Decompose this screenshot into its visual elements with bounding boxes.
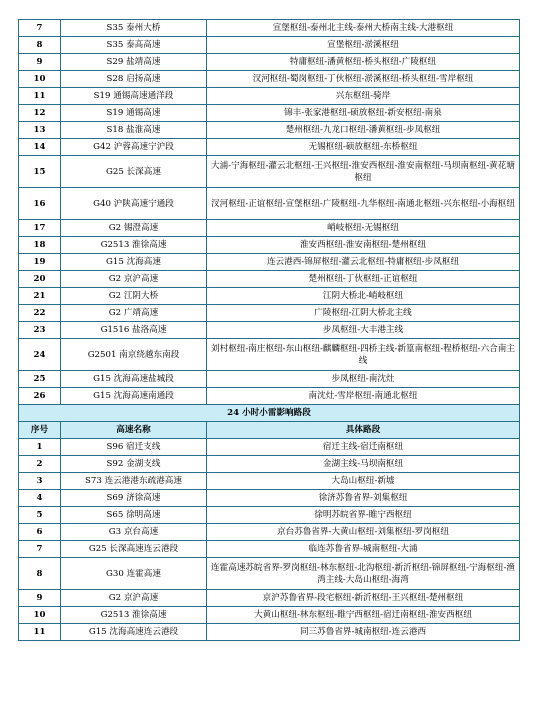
route-detail: 京沪苏鲁省界-段宅枢纽-新沂枢纽-王兴枢纽-楚州枢纽 <box>207 590 520 607</box>
route-detail: 徐济苏鲁省界-刘集枢纽 <box>207 490 520 507</box>
table-row <box>19 271 520 288</box>
table-row <box>19 122 520 139</box>
table-row <box>19 105 520 122</box>
highway-name: S92 金湖支线 <box>61 456 207 473</box>
row-number: 12 <box>19 105 61 122</box>
table-row <box>19 339 520 371</box>
table-row <box>19 288 520 305</box>
row-number: 18 <box>19 237 61 254</box>
route-detail: 楚州枢纽-九龙口枢纽-潘黄枢纽-步凤枢纽 <box>207 122 520 139</box>
table-row <box>19 456 520 473</box>
table-row <box>19 139 520 156</box>
route-detail: 步凤枢纽-南沈灶 <box>207 371 520 388</box>
header-num: 序号 <box>19 422 61 439</box>
table-row <box>19 20 520 37</box>
header-name: 高速名称 <box>61 422 207 439</box>
highway-name: S18 盐淮高速 <box>61 122 207 139</box>
table-row <box>19 558 520 590</box>
route-detail: 兴东枢纽-骑岸 <box>207 88 520 105</box>
highway-name: G25 长深高速连云港段 <box>61 541 207 558</box>
highway-name: S28 启扬高速 <box>61 71 207 88</box>
table-row <box>19 439 520 456</box>
highway-name: S19 通锡高速通洋段 <box>61 88 207 105</box>
route-detail: 京台苏鲁省界-大黄山枢纽-刘集枢纽-罗岗枢纽 <box>207 524 520 541</box>
row-number: 2 <box>19 456 61 473</box>
row-number: 17 <box>19 220 61 237</box>
table-row <box>19 490 520 507</box>
route-detail: 同三苏鲁省界-城南枢纽-连云港西 <box>207 624 520 641</box>
row-number: 16 <box>19 188 61 220</box>
route-detail: 锦丰-张家港枢纽-硕放枢纽-新安枢纽-南泉 <box>207 105 520 122</box>
table-row <box>19 88 520 105</box>
highway-name: G1516 盐洛高速 <box>61 322 207 339</box>
route-detail: 汊河枢纽-正谊枢纽-宣堡枢纽-广陵枢纽-九华枢纽-南通北枢纽-兴东枢纽-小海枢纽 <box>207 188 520 220</box>
highway-name: S73 连云港港东疏港高速 <box>61 473 207 490</box>
table-row <box>19 305 520 322</box>
highway-name: G15 沈海高速南通段 <box>61 388 207 405</box>
row-number: 25 <box>19 371 61 388</box>
route-detail: 步凤枢纽-大丰港主线 <box>207 322 520 339</box>
row-number: 23 <box>19 322 61 339</box>
row-number: 19 <box>19 254 61 271</box>
row-number: 9 <box>19 54 61 71</box>
table-row <box>19 322 520 339</box>
route-detail: 广陵枢纽-江阴大桥北主线 <box>207 305 520 322</box>
table-body-part1 <box>19 20 520 405</box>
route-detail: 峭岐枢纽-无锡枢纽 <box>207 220 520 237</box>
highway-name: S65 徐明高速 <box>61 507 207 524</box>
row-number: 8 <box>19 37 61 54</box>
highway-name: G30 连霍高速 <box>61 558 207 590</box>
header-row <box>19 422 520 439</box>
row-number: 24 <box>19 339 61 371</box>
row-number: 15 <box>19 156 61 188</box>
table-row <box>19 507 520 524</box>
highway-name: G15 沈海高速 <box>61 254 207 271</box>
section-title: 24 小时小雷影响路段 <box>19 405 520 422</box>
route-detail: 刘村枢纽-南庄枢纽-东山枢纽-麒麟枢纽-四桥主线-新篁南枢纽-程桥枢纽-六合南主线 <box>207 339 520 371</box>
row-number: 22 <box>19 305 61 322</box>
highway-name: G2 广靖高速 <box>61 305 207 322</box>
row-number: 1 <box>19 439 61 456</box>
highway-name: G15 沈海高速盐城段 <box>61 371 207 388</box>
route-detail: 楚州枢纽-丁伙枢纽-正谊枢纽 <box>207 271 520 288</box>
row-number: 20 <box>19 271 61 288</box>
route-detail: 连霍高速苏皖省界-罗岗枢纽-林东枢纽-北沟枢纽-新沂枢纽-锦屏枢纽-宁海枢纽-渔湾主线-大岛山枢纽-海湾 <box>207 558 520 590</box>
section-title-row <box>19 405 520 422</box>
highway-name: G2 京沪高速 <box>61 271 207 288</box>
table-row <box>19 624 520 641</box>
table-row <box>19 473 520 490</box>
table-row <box>19 254 520 271</box>
row-number: 6 <box>19 524 61 541</box>
route-detail: 临连苏鲁省界-城南枢纽-大浦 <box>207 541 520 558</box>
row-number: 11 <box>19 88 61 105</box>
table-row <box>19 388 520 405</box>
highway-name: G2501 南京绕越东南段 <box>61 339 207 371</box>
route-detail: 江阴大桥北-峭岐枢纽 <box>207 288 520 305</box>
route-detail: 宿迁主线-宿迁南枢纽 <box>207 439 520 456</box>
table-row <box>19 590 520 607</box>
highway-name: G2513 淮徐高速 <box>61 237 207 254</box>
table-row <box>19 371 520 388</box>
highway-name: S96 宿迁支线 <box>61 439 207 456</box>
table-row <box>19 220 520 237</box>
table-row <box>19 188 520 220</box>
highway-name: G3 京台高速 <box>61 524 207 541</box>
highway-name: G2 京沪高速 <box>61 590 207 607</box>
header-detail: 具体路段 <box>207 422 520 439</box>
highway-name: G2 锡澄高速 <box>61 220 207 237</box>
row-number: 3 <box>19 473 61 490</box>
highway-name: G40 沪陕高速宁通段 <box>61 188 207 220</box>
route-detail: 特庸枢纽-潘黄枢纽-桥头枢纽-广陵枢纽 <box>207 54 520 71</box>
highway-name: G42 沪蓉高速宁沪段 <box>61 139 207 156</box>
row-number: 10 <box>19 607 61 624</box>
route-detail: 宣堡枢纽-淤溪枢纽 <box>207 37 520 54</box>
road-impact-table-container <box>18 19 519 641</box>
highway-name: S19 通锡高速 <box>61 105 207 122</box>
highway-name: G25 长深高速 <box>61 156 207 188</box>
route-detail: 淮安西枢纽-淮安南枢纽-楚州枢纽 <box>207 237 520 254</box>
table-row <box>19 156 520 188</box>
row-number: 14 <box>19 139 61 156</box>
row-number: 5 <box>19 507 61 524</box>
table-body-part2 <box>19 405 520 641</box>
row-number: 26 <box>19 388 61 405</box>
row-number: 4 <box>19 490 61 507</box>
highway-name: G15 沈海高速连云港段 <box>61 624 207 641</box>
table-row <box>19 524 520 541</box>
route-detail: 连云港西-锦屏枢纽-灌云北枢纽-特庸枢纽-步凤枢纽 <box>207 254 520 271</box>
highway-name: S29 盐靖高速 <box>61 54 207 71</box>
table-row <box>19 541 520 558</box>
highway-name: G2513 淮徐高速 <box>61 607 207 624</box>
route-detail: 大黄山枢纽-林东枢纽-睢宁西枢纽-宿迁南枢纽-淮安西枢纽 <box>207 607 520 624</box>
route-detail: 无锡枢纽-硕放枢纽-东桥枢纽 <box>207 139 520 156</box>
table-row <box>19 237 520 254</box>
route-detail: 宣堡枢纽-泰州北主线-泰州大桥南主线-大港枢纽 <box>207 20 520 37</box>
row-number: 9 <box>19 590 61 607</box>
row-number: 8 <box>19 558 61 590</box>
highway-name: S35 泰高高速 <box>61 37 207 54</box>
row-number: 13 <box>19 122 61 139</box>
row-number: 21 <box>19 288 61 305</box>
route-detail: 徐明苏皖省界-睢宁西枢纽 <box>207 507 520 524</box>
row-number: 7 <box>19 20 61 37</box>
highway-name: S35 泰州大桥 <box>61 20 207 37</box>
row-number: 10 <box>19 71 61 88</box>
table-row <box>19 37 520 54</box>
highway-name: S69 济徐高速 <box>61 490 207 507</box>
highway-name: G2 江阴大桥 <box>61 288 207 305</box>
route-detail: 南沈灶-雪岸枢纽-南通北枢纽 <box>207 388 520 405</box>
row-number: 11 <box>19 624 61 641</box>
route-detail: 大浦-宁海枢纽-灌云北枢纽-王兴枢纽-淮安西枢纽-淮安南枢纽-马坝南枢纽-黄花塘枢纽 <box>207 156 520 188</box>
row-number: 7 <box>19 541 61 558</box>
table-row <box>19 71 520 88</box>
route-detail: 汊河枢纽-蜀岗枢纽-丁伙枢纽-淤溪枢纽-桥头枢纽-雪岸枢纽 <box>207 71 520 88</box>
table-row <box>19 54 520 71</box>
route-detail: 大岛山枢纽-新墟 <box>207 473 520 490</box>
table-row <box>19 607 520 624</box>
road-impact-table <box>18 19 520 641</box>
route-detail: 金湖主线-马坝南枢纽 <box>207 456 520 473</box>
